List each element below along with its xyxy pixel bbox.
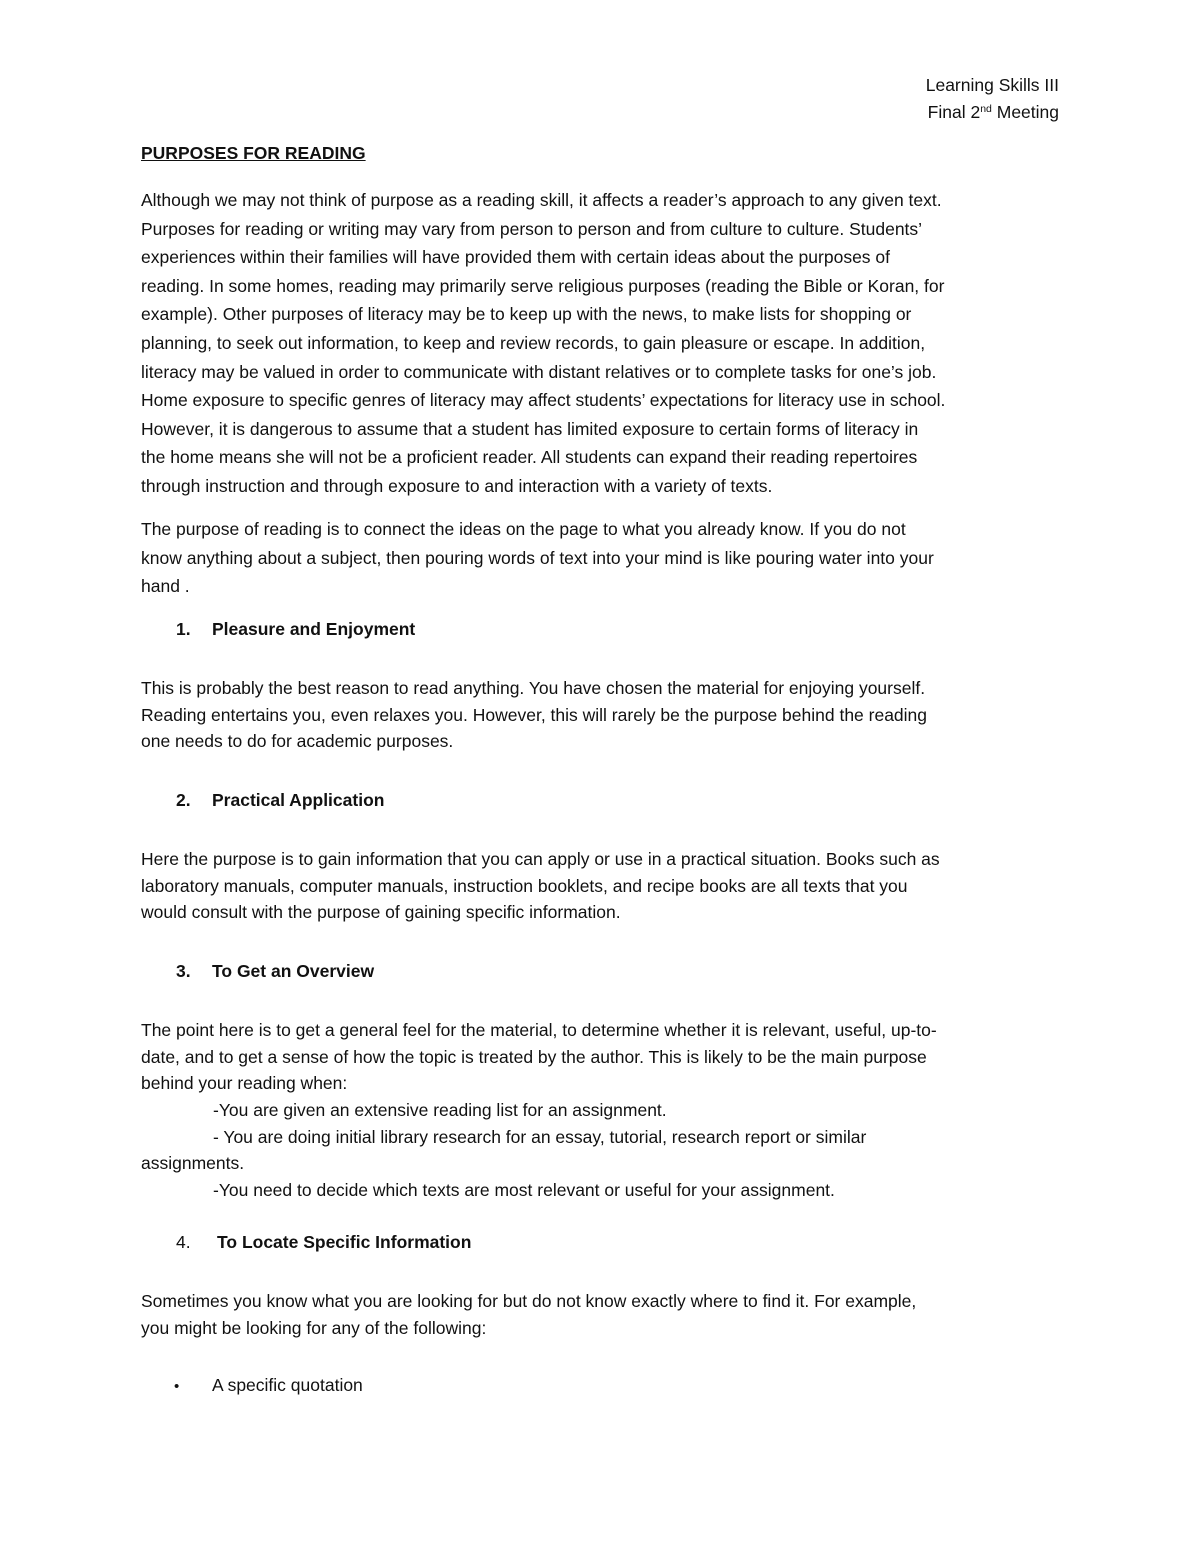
bullet-list-item <box>174 1375 363 1396</box>
section-number: 3. <box>176 961 191 981</box>
text-line: laboratory manuals, computer manuals, instruction booklets, and recipe books are all texts that you <box>141 875 908 896</box>
section-number: 4. <box>176 1232 191 1252</box>
purpose-paragraph <box>141 515 1061 601</box>
section-title: To Get an Overview <box>212 961 375 981</box>
section-heading-pleasure <box>176 619 415 640</box>
overview-list-item: -You are given an extensive reading list for an assignment. <box>213 1100 667 1120</box>
header-meeting-sup: nd <box>980 103 992 115</box>
text-line: experiences within their families will have provided them with certain ideas about the purposes of <box>141 247 891 268</box>
bullet-text: A specific quotation <box>212 1375 363 1395</box>
text-line: through instruction and through exposure to and interaction with a variety of texts. <box>141 475 773 496</box>
header-meeting-suffix: Meeting <box>991 102 1059 122</box>
text-line: Here the purpose is to gain information that you can apply or use in a practical situation. Books such as <box>141 849 940 869</box>
text-line: The point here is to get a general feel for the material, to determine whether it is relevant, useful, up-to- <box>141 1020 937 1040</box>
document-title: PURPOSES FOR READING <box>141 143 366 163</box>
section-paragraph-locate <box>141 1288 1061 1341</box>
text-line: Purposes for reading or writing may vary from person to person and from culture to culture. Students’ <box>141 218 923 239</box>
overview-list-item: - You are doing initial library research for an essay, tutorial, research report or similar <box>213 1127 867 1147</box>
text-line: one needs to do for academic purposes. <box>141 731 454 751</box>
section-title: To Locate Specific Information <box>217 1232 472 1252</box>
text-line: would consult with the purpose of gaining specific information. <box>141 902 621 922</box>
section-heading-practical <box>176 790 384 811</box>
section-heading-locate <box>176 1232 471 1253</box>
bullet-icon: • <box>174 1378 180 1395</box>
text-line: behind your reading when: <box>141 1073 348 1093</box>
text-line: the home means she will not be a proficient reader. All students can expand their reading repertoires <box>141 447 918 468</box>
text-line: hand . <box>141 576 190 597</box>
text-line: know anything about a subject, then pouring words of text into your mind is like pouring water into your <box>141 547 934 568</box>
intro-paragraph <box>141 186 1061 501</box>
section-paragraph-practical <box>141 846 1061 926</box>
text-line: Reading entertains you, even relaxes you. However, this will rarely be the purpose behind the reading <box>141 704 928 725</box>
text-line: example). Other purposes of literacy may be to keep up with the news, to make lists for shopping or <box>141 304 912 325</box>
text-line: Although we may not think of purpose as a reading skill, it affects a reader’s approach to any given text. <box>141 190 942 210</box>
section-paragraph-overview <box>141 1017 1061 1097</box>
section-paragraph-pleasure <box>141 675 1061 755</box>
header-course: Learning Skills III <box>925 75 1059 95</box>
text-line: This is probably the best reason to read anything. You have chosen the material for enjoying yourself. <box>141 678 926 698</box>
overview-list-item: -You need to decide which texts are most relevant or useful for your assignment. <box>213 1180 835 1200</box>
section-number: 2. <box>176 790 191 810</box>
header-meeting-prefix: Final 2 <box>927 102 981 122</box>
text-line: literacy may be valued in order to communicate with distant relatives or to complete tasks for one’s job. <box>141 361 937 382</box>
text-line: reading. In some homes, reading may primarily serve religious purposes (reading the Bible or Koran, for <box>141 275 945 296</box>
text-line: Sometimes you know what you are looking for but do not know exactly where to find it. For example, <box>141 1291 917 1311</box>
page-header <box>926 72 1059 126</box>
text-line: The purpose of reading is to connect the ideas on the page to what you already know. If you do not <box>141 519 906 539</box>
section-title: Pleasure and Enjoyment <box>212 619 416 639</box>
header-meeting <box>926 99 1059 126</box>
text-line: However, it is dangerous to assume that a student has limited exposure to certain forms of literacy in <box>141 418 919 439</box>
section-heading-overview <box>176 961 374 982</box>
text-line: date, and to get a sense of how the topic is treated by the author. This is likely to be the main purpose <box>141 1046 927 1067</box>
text-line: planning, to seek out information, to keep and review records, to gain pleasure or escape. In addition, <box>141 332 926 353</box>
section-title: Practical Application <box>212 790 385 810</box>
text-line: you might be looking for any of the following: <box>141 1317 487 1338</box>
section-number: 1. <box>176 619 191 639</box>
text-line: Home exposure to specific genres of literacy may affect students’ expectations for literacy use in school. <box>141 390 946 411</box>
overview-list-item-continued: assignments. <box>141 1153 245 1173</box>
